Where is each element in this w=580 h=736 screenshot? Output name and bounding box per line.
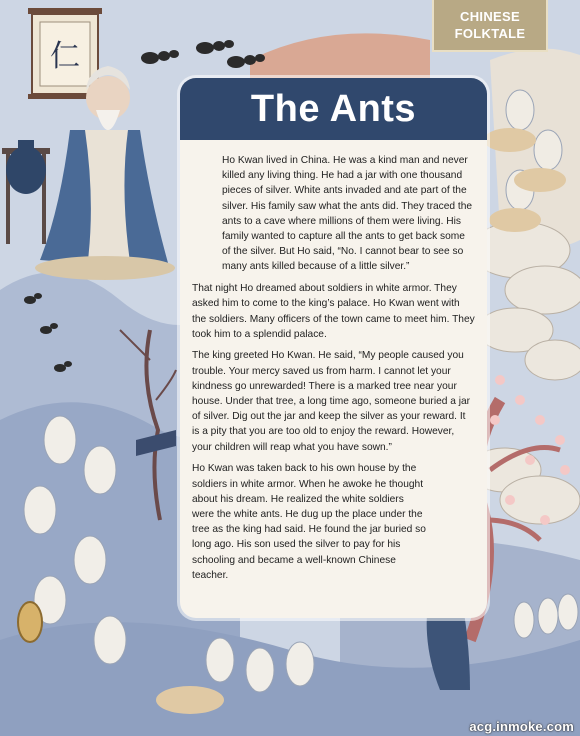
story-card <box>180 78 487 618</box>
badge-line-1: CHINESE <box>460 9 520 24</box>
story-paragraph: The king greeted Ho Kwan. He said, “My people caused you trouble. Your mercy saved us from harm. I cannot let your kindness go unrewarded! There is a marked tree near your house. Under that tree, a long time ago, someone buried a jar of silver. Dig out the jar and keep the silver as your reward. It is a pity that you are too old to enjoy the reward. However, your children will reap what you have sown.” <box>192 350 471 453</box>
story-paragraph: Ho Kwan was taken back to his own house by the soldiers in white armor. When he awoke he thought about his dream. He realized the white soldiers were the white ants. He dug up the place under the tree as the king had said. He found the jar buried so long ago. His son used the silver to pay for his schooling and became a well-known Chinese teacher. <box>192 463 426 581</box>
story-paragraph: That night Ho dreamed about soldiers in white armor. They asked him to come to the king’s palace. Ho Kwan went with the soldiers. Many officers of the town came to meet him. They took him to a splendid palace. <box>192 283 475 340</box>
story-body <box>180 140 487 583</box>
story-title: The Ants <box>250 87 417 130</box>
watermark: acg.inmoke.com <box>469 719 574 734</box>
scroll-character-text: 仁 <box>50 39 80 74</box>
badge-line-2: FOLKTALE <box>454 26 526 41</box>
title-bar <box>180 78 487 140</box>
story-paragraph: Ho Kwan lived in China. He was a kind man and never killed any living thing. He had a jar with one thousand pieces of silver. White ants invaded and ate part of the silver. His family saw what the ants did. They traced the ants to a cave where millions of them were living. His family wanted to capture all the ants to get back some of the silver. But Ho said, “No. I cannot bear to see so many ants killed because of a little silver.” <box>222 155 473 273</box>
genre-badge <box>432 0 548 52</box>
